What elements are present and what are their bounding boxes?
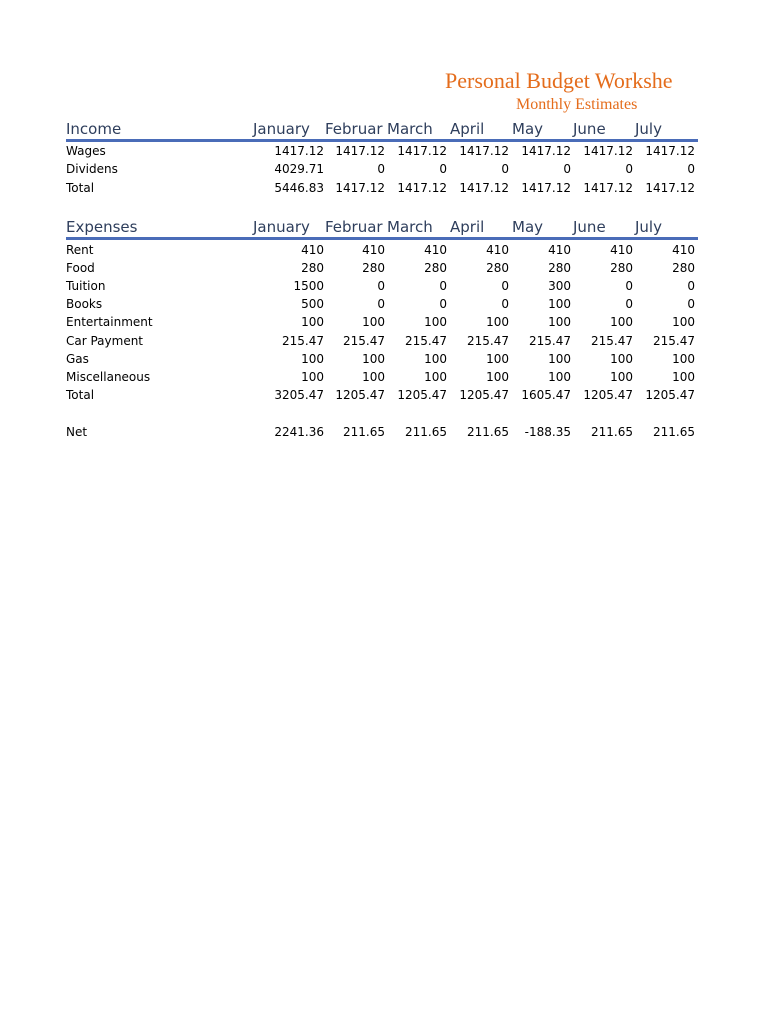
- net-label: Net: [66, 425, 88, 439]
- cell-value: 410: [362, 243, 385, 257]
- cell-value: 215.47: [467, 334, 509, 348]
- income-month-header-july: July: [635, 120, 662, 138]
- cell-value: 211.65: [591, 425, 633, 439]
- cell-value: 1417.12: [521, 144, 571, 158]
- expenses-month-header-july: July: [635, 218, 662, 236]
- cell-value: 1417.12: [459, 181, 509, 195]
- cell-value: 1500: [293, 279, 324, 293]
- income-header-rule: [66, 139, 698, 142]
- cell-value: 0: [501, 162, 509, 176]
- expenses-month-header-april: April: [450, 218, 485, 236]
- cell-value: 280: [301, 261, 324, 275]
- expenses-month-header-may: May: [512, 218, 544, 236]
- cell-value: 1205.47: [459, 388, 509, 402]
- cell-value: 280: [424, 261, 447, 275]
- cell-value: 1417.12: [335, 181, 385, 195]
- income-month-header-may: May: [512, 120, 544, 138]
- cell-value: 500: [301, 297, 324, 311]
- cell-value: 410: [486, 243, 509, 257]
- cell-value: 215.47: [591, 334, 633, 348]
- cell-value: 100: [362, 315, 385, 329]
- row-label: Gas: [66, 352, 89, 366]
- cell-value: 0: [501, 297, 509, 311]
- income-month-header-march: March: [387, 120, 433, 138]
- cell-value: 0: [377, 162, 385, 176]
- expenses-month-header-february: Februar: [325, 218, 383, 236]
- income-month-header-february: Februar: [325, 120, 383, 138]
- expenses-month-header-january: January: [253, 218, 310, 236]
- cell-value: 100: [424, 370, 447, 384]
- cell-value: 100: [424, 315, 447, 329]
- cell-value: 410: [610, 243, 633, 257]
- cell-value: 300: [548, 279, 571, 293]
- cell-value: 0: [625, 279, 633, 293]
- row-label: Total: [66, 388, 95, 402]
- cell-value: 100: [424, 352, 447, 366]
- cell-value: 0: [439, 297, 447, 311]
- cell-value: 1417.12: [335, 144, 385, 158]
- cell-value: 280: [672, 261, 695, 275]
- cell-value: 100: [610, 315, 633, 329]
- cell-value: 100: [486, 315, 509, 329]
- cell-value: 280: [486, 261, 509, 275]
- income-heading: Income: [66, 120, 122, 138]
- cell-value: 0: [687, 162, 695, 176]
- cell-value: 1205.47: [335, 388, 385, 402]
- row-label: Total: [66, 181, 95, 195]
- cell-value: 0: [687, 279, 695, 293]
- cell-value: 3205.47: [274, 388, 324, 402]
- cell-value: 410: [301, 243, 324, 257]
- cell-value: 280: [610, 261, 633, 275]
- cell-value: 211.65: [467, 425, 509, 439]
- cell-value: 0: [625, 162, 633, 176]
- cell-value: 0: [625, 297, 633, 311]
- cell-value: 1417.12: [583, 144, 633, 158]
- income-month-header-january: January: [253, 120, 310, 138]
- cell-value: 410: [672, 243, 695, 257]
- cell-value: 1417.12: [645, 181, 695, 195]
- cell-value: 1605.47: [521, 388, 571, 402]
- worksheet-subtitle: Monthly Estimates: [516, 96, 638, 113]
- income-month-header-april: April: [450, 120, 485, 138]
- cell-value: 100: [672, 315, 695, 329]
- cell-value: 100: [301, 370, 324, 384]
- expenses-month-header-june: June: [573, 218, 606, 236]
- cell-value: 0: [687, 297, 695, 311]
- cell-value: 1417.12: [645, 144, 695, 158]
- cell-value: 1417.12: [397, 144, 447, 158]
- cell-value: 280: [362, 261, 385, 275]
- cell-value: 100: [548, 352, 571, 366]
- cell-value: 4029.71: [274, 162, 324, 176]
- cell-value: 211.65: [653, 425, 695, 439]
- cell-value: 100: [548, 297, 571, 311]
- cell-value: 0: [439, 279, 447, 293]
- cell-value: 0: [501, 279, 509, 293]
- row-label: Miscellaneous: [66, 370, 151, 384]
- cell-value: -188.35: [524, 425, 571, 439]
- cell-value: 100: [301, 352, 324, 366]
- cell-value: 100: [610, 370, 633, 384]
- cell-value: 1205.47: [583, 388, 633, 402]
- cell-value: 215.47: [405, 334, 447, 348]
- expenses-heading: Expenses: [66, 218, 138, 236]
- cell-value: 0: [563, 162, 571, 176]
- expenses-header-rule: [66, 237, 698, 240]
- cell-value: 1205.47: [645, 388, 695, 402]
- cell-value: 1417.12: [583, 181, 633, 195]
- cell-value: 1417.12: [397, 181, 447, 195]
- cell-value: 410: [424, 243, 447, 257]
- row-label: Wages: [66, 144, 106, 158]
- cell-value: 100: [301, 315, 324, 329]
- worksheet-title: Personal Budget Workshe: [445, 68, 673, 93]
- cell-value: 100: [672, 352, 695, 366]
- cell-value: 215.47: [282, 334, 324, 348]
- expenses-month-header-march: March: [387, 218, 433, 236]
- cell-value: 211.65: [405, 425, 447, 439]
- cell-value: 100: [362, 352, 385, 366]
- row-label: Rent: [66, 243, 94, 257]
- row-label: Food: [66, 261, 95, 275]
- row-label: Tuition: [66, 279, 106, 293]
- cell-value: 100: [672, 370, 695, 384]
- cell-value: 410: [548, 243, 571, 257]
- cell-value: 215.47: [653, 334, 695, 348]
- cell-value: 100: [486, 352, 509, 366]
- cell-value: 2241.36: [274, 425, 324, 439]
- cell-value: 100: [548, 370, 571, 384]
- income-month-header-june: June: [573, 120, 606, 138]
- cell-value: 0: [439, 162, 447, 176]
- cell-value: 0: [377, 279, 385, 293]
- cell-value: 215.47: [343, 334, 385, 348]
- cell-value: 1417.12: [521, 181, 571, 195]
- cell-value: 5446.83: [274, 181, 324, 195]
- cell-value: 0: [377, 297, 385, 311]
- cell-value: 100: [362, 370, 385, 384]
- cell-value: 100: [548, 315, 571, 329]
- row-label: Car Payment: [66, 334, 144, 348]
- cell-value: 100: [610, 352, 633, 366]
- cell-value: 1417.12: [274, 144, 324, 158]
- cell-value: 280: [548, 261, 571, 275]
- row-label: Entertainment: [66, 315, 153, 329]
- cell-value: 1205.47: [397, 388, 447, 402]
- row-label: Dividens: [66, 162, 118, 176]
- cell-value: 215.47: [529, 334, 571, 348]
- cell-value: 100: [486, 370, 509, 384]
- row-label: Books: [66, 297, 103, 311]
- cell-value: 1417.12: [459, 144, 509, 158]
- cell-value: 211.65: [343, 425, 385, 439]
